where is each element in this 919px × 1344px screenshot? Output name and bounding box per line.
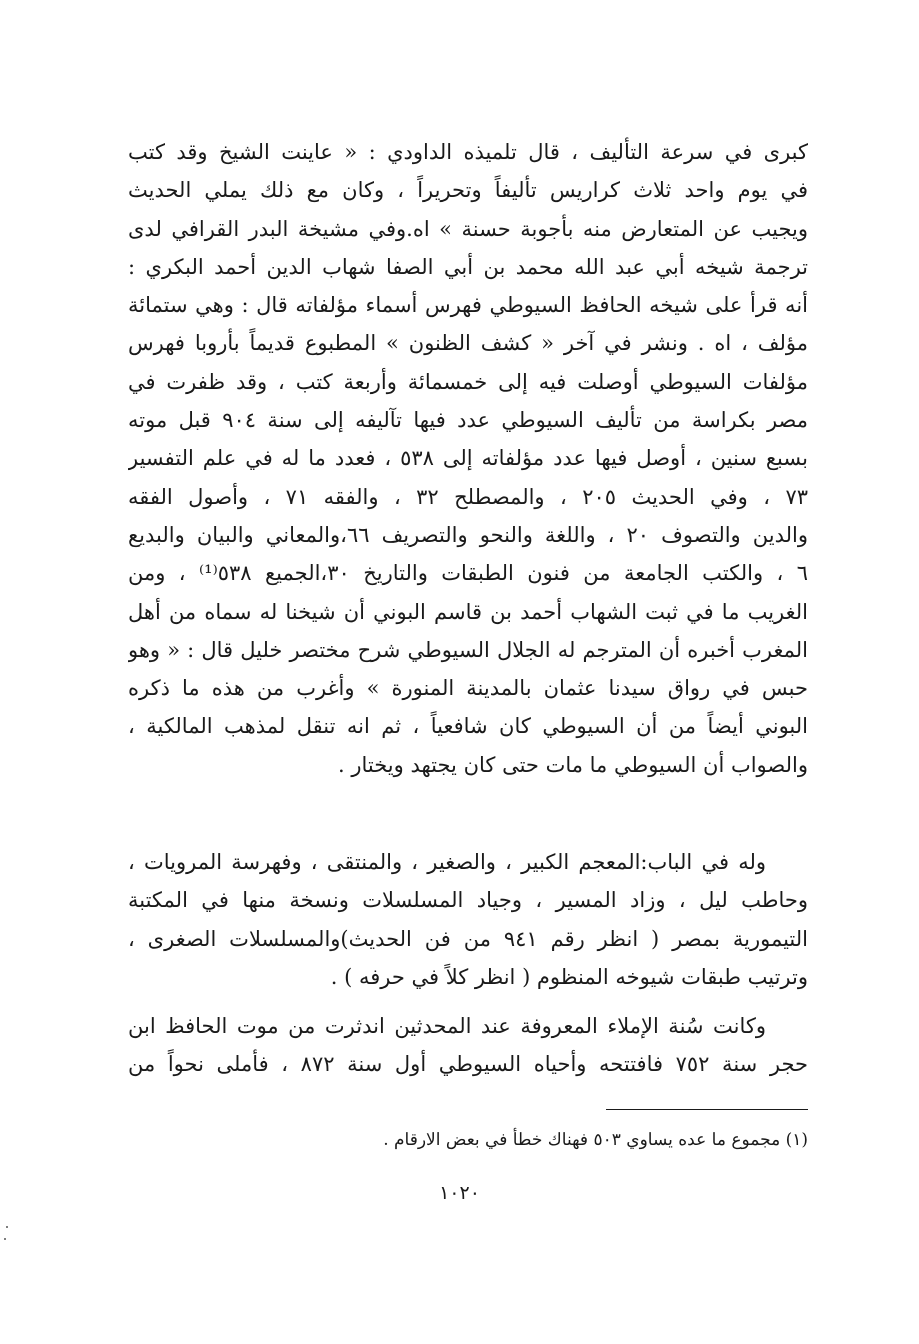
text-line: الغريب ما في ثبت الشهاب أحمد بن قاسم البوني أن شيخنا له سماه من أهل: [128, 599, 808, 624]
scan-speck: [4, 1238, 6, 1240]
text-line: مؤلفات السيوطي أوصلت فيه إلى خمسمائة وأربعة كتب ، وقد ظفرت في: [128, 369, 808, 394]
text-line: والدين والتصوف ٢٠ ، واللغة والنحو والتصريف ٦٦،والمعاني والبيان والبديع: [128, 522, 808, 547]
scan-speck: [6, 1226, 8, 1228]
text-line: وحاطب ليل ، وزاد المسير ، وجياد المسلسلات ونسخة منها في المكتبة: [128, 888, 808, 913]
paragraph-3: [128, 1007, 808, 1084]
text-line: كبرى في سرعة التأليف ، قال تلميذه الداودي : « عاينت الشيخ وقد كتب: [128, 140, 808, 164]
text-line: مصر بكراسة من تأليف السيوطي عدد فيها تآليفه إلى سنة ٩٠٤ قبل موته: [128, 408, 808, 433]
text-line: ترجمة شيخه أبي عبد الله محمد بن أبي الصفا شهاب الدين أحمد البكري :: [128, 254, 808, 279]
text-line-with-footnote-ref: ٦ ، والكتب الجامعة من فنون الطبقات والتاريخ ٣٠،الجميع ٥٣٨⁽¹⁾ ، ومن: [128, 561, 808, 586]
text-line: ويجيب عن المتعارض منه بأجوبة حسنة » اه.وفي مشيخة البدر القرافي لدى: [128, 216, 808, 241]
paragraph-1: [128, 133, 808, 784]
text-line: التيمورية بمصر ( انظر رقم ٩٤١ من فن الحديث)والمسلسلات الصغرى ،: [128, 926, 808, 951]
footnote: (١) مجموع ما عده يساوي ٥٠٣ فهناك خطأ في بعض الارقام .: [383, 1130, 808, 1150]
text-line: وله في الباب:المعجم الكبير ، والصغير ، والمنتقى ، وفهرسة المرويات ،: [128, 850, 766, 874]
text-line: أنه قرأ على شيخه الحافظ السيوطي فهرس أسماء مؤلفاته قال : وهي ستمائة: [128, 293, 808, 318]
text-line: وترتيب طبقات شيوخه المنظوم ( انظر كلاً في حرفه ) .: [330, 964, 808, 989]
text-line: البوني أيضاً من أن السيوطي كان شافعياً ، ثم انه تنقل لمذهب المالكية ،: [128, 714, 808, 739]
text-line: ٧٣ ، وفي الحديث ٢٠٥ ، والمصطلح ٣٢ ، والفقه ٧١ ، وأصول الفقه: [128, 484, 808, 509]
text-line: حجر سنة ٧٥٢ فافتتحه وأحياه السيوطي أول سنة ٨٧٢ ، فأملى نحواً من: [128, 1052, 808, 1077]
text-line: حبس في رواق سيدنا عثمان بالمدينة المنورة » وأغرب من هذه ما ذكره: [128, 676, 808, 701]
page-number: ١٠٢٠: [439, 1182, 480, 1204]
text-line: والصواب أن السيوطي ما مات حتى كان يجتهد ويختار .: [338, 752, 808, 777]
footnote-divider: [606, 1109, 808, 1110]
text-line: وكانت سُنة الإملاء المعروفة عند المحدثين اندثرت من موت الحافظ ابن: [128, 1014, 766, 1038]
text-line: مؤلف ، اه . ونشر في آخر « كشف الظنون » المطبوع قديماً بأروبا فهرس: [128, 331, 808, 356]
text-line: في يوم واحد ثلاث كراريس تأليفاً وتحريراً ، وكان مع ذلك يملي الحديث: [128, 178, 808, 203]
paragraph-2: [128, 843, 808, 996]
text-line: المغرب أخبره أن المترجم له الجلال السيوطي شرح مختصر خليل قال : « وهو: [128, 637, 808, 662]
text-line: بسبع سنين ، أوصل فيها عدد مؤلفاته إلى ٥٣٨ ، فعدد ما له في علم التفسير: [128, 446, 808, 471]
